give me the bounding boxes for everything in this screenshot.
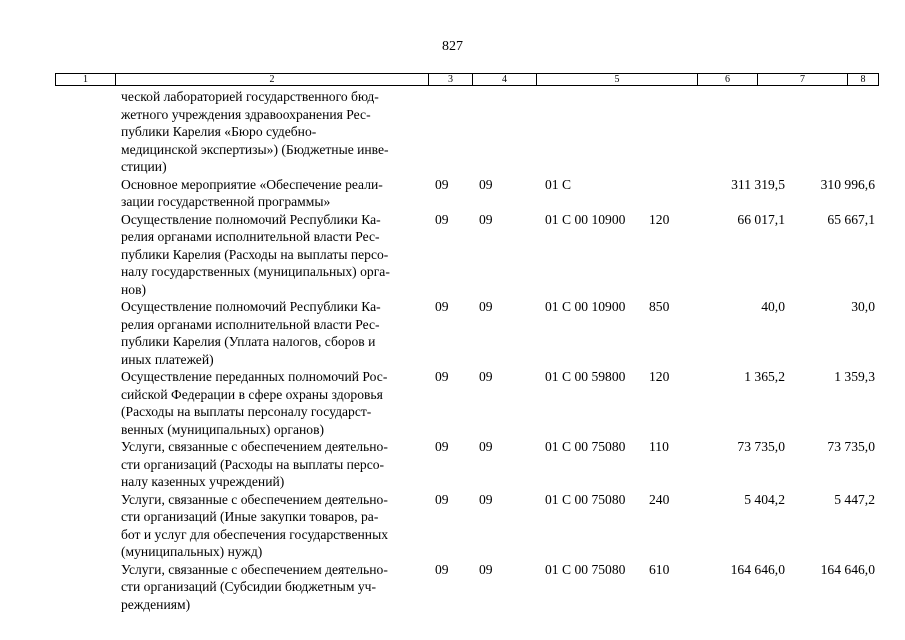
header-col-3: 3 [429,74,473,85]
table-row [0,491,905,561]
header-col-1: 1 [56,74,116,85]
row-col-3: 09 [435,299,449,314]
row-col-4: 09 [479,439,493,454]
row-col-3: 09 [435,211,449,227]
row-description [121,491,426,561]
row-col-3: 09 [435,439,449,454]
description-line: Осуществление переданных полномочий Рос- [121,369,388,384]
row-col-7: 66 017,1 [737,211,785,227]
description-line: бот и услуг для обеспечения государственных [121,526,389,542]
description-line: публики Карелия «Бюро судебно- [121,124,317,139]
header-col-5: 5 [537,74,698,85]
row-description [121,368,426,438]
table-row [0,88,905,176]
row-col-4: 09 [479,211,493,227]
description-line: релия органами исполнительной власти Рес- [121,316,380,332]
table-body [0,88,905,613]
row-description [121,298,426,368]
row-col-6: 120 [649,369,670,384]
row-description [121,211,426,299]
row-col-7: 311 319,5 [731,176,785,192]
header-col-4: 4 [473,74,537,85]
description-line: зации государственной программы» [121,194,331,209]
description-line: (Расходы на выплаты персоналу государст- [121,404,372,419]
row-col-8: 164 646,0 [820,561,875,577]
row-col-5: 01 С [545,176,572,192]
row-description [121,561,426,614]
description-line: нов) [121,281,147,297]
description-line: релия органами исполнительной власти Рес- [121,229,380,244]
row-description [121,438,426,491]
description-line: Осуществление полномочий Республики Ка- [121,211,381,227]
row-col-4: 09 [479,491,493,507]
row-col-5: 01 С 00 75080 [545,561,626,577]
row-description [121,176,426,211]
table-row [0,298,905,368]
description-line: венных (муниципальных) органов) [121,421,325,437]
row-col-5: 01 С 00 10900 [545,211,626,227]
description-line: публики Карелия (Уплата налогов, сборов и [121,334,376,349]
table-row [0,438,905,491]
row-col-6: 610 [649,561,670,577]
page-number: 827 [442,39,463,54]
description-line: Услуги, связанные с обеспечением деятельно- [121,561,388,577]
row-col-8: 73 735,0 [827,439,875,454]
row-col-8: 310 996,6 [820,176,875,192]
row-col-7: 5 404,2 [744,491,785,507]
description-line: Осуществление полномочий Республики Ка- [121,299,381,314]
description-line: (муниципальных) нужд) [121,544,263,559]
description-line: сти организаций (Субсидии бюджетным уч- [121,579,377,594]
row-col-6: 110 [649,439,669,454]
row-col-7: 73 735,0 [737,439,785,454]
row-col-5: 01 С 00 59800 [545,369,626,384]
header-col-6: 6 [698,74,758,85]
description-line: иных платежей) [121,351,214,367]
table-row [0,176,905,211]
row-col-3: 09 [435,561,449,577]
row-col-6: 850 [649,299,670,314]
row-col-4: 09 [479,299,493,314]
description-line: реждениям) [121,596,191,612]
row-col-4: 09 [479,369,493,384]
description-line: Услуги, связанные с обеспечением деятельно- [121,491,388,507]
row-col-4: 09 [479,561,493,577]
row-col-7: 1 365,2 [744,369,785,384]
header-col-8: 8 [860,74,866,85]
row-col-3: 09 [435,176,449,192]
description-line: ческой лабораторией государственного бюд- [121,89,379,104]
row-col-6: 240 [649,491,670,507]
row-col-4: 09 [479,176,493,192]
description-line: налу государственных (муниципальных) орга- [121,264,390,279]
row-col-7: 40,0 [761,299,785,314]
row-col-5: 01 С 00 10900 [545,299,626,314]
header-col-7: 7 [758,74,848,85]
description-line: сти организаций (Иные закупки товаров, ра- [121,509,379,524]
header-col-2: 2 [116,74,429,85]
table-row [0,561,905,614]
table-row [0,211,905,299]
description-line: жетного учреждения здравоохранения Рес- [121,106,371,122]
description-line: сти организаций (Расходы на выплаты персо- [121,456,385,472]
row-col-3: 09 [435,369,449,384]
table-row [0,368,905,438]
row-col-6: 120 [649,211,670,227]
description-line: Основное мероприятие «Обеспечение реали- [121,176,383,192]
row-col-7: 164 646,0 [730,561,785,577]
description-line: стиции) [121,159,167,174]
row-description [121,88,426,176]
table-header [55,73,879,86]
description-line: Услуги, связанные с обеспечением деятельно- [121,439,388,454]
row-col-5: 01 С 00 75080 [545,439,626,454]
description-line: медицинской экспертизы») (Бюджетные инве- [121,141,389,157]
row-col-3: 09 [435,491,449,507]
row-col-5: 01 С 00 75080 [545,491,626,507]
row-col-8: 65 667,1 [827,211,875,227]
row-col-8: 1 359,3 [834,369,875,384]
row-col-8: 5 447,2 [834,491,875,507]
description-line: публики Карелия (Расходы на выплаты персо- [121,246,389,262]
row-col-8: 30,0 [851,299,875,314]
description-line: сийской Федерации в сфере охраны здоровья [121,386,383,402]
description-line: налу казенных учреждений) [121,474,285,489]
